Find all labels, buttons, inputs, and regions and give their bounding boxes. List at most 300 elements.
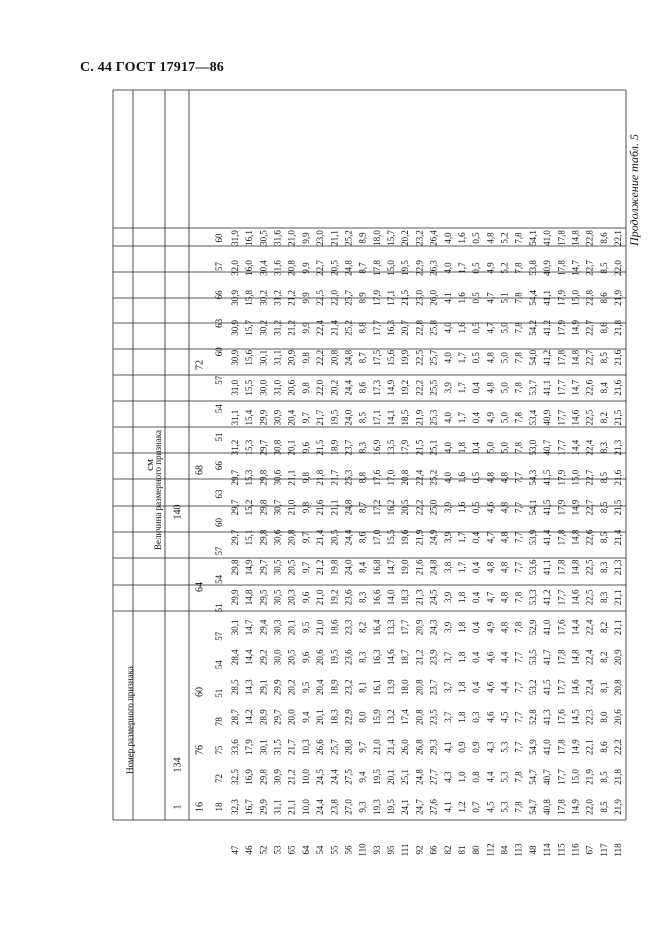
- cell-116-20: 14,8: [570, 230, 581, 246]
- row-feature-92: 92: [414, 845, 425, 855]
- cell-117-13: 8,3: [598, 442, 609, 454]
- cell-66-5: 23,7: [428, 679, 439, 696]
- cell-115-5: 17,7: [556, 679, 567, 696]
- cell-112-16: 4,8: [485, 352, 496, 364]
- cell-93-12: 17,6: [371, 469, 382, 486]
- cell-46-4: 14,2: [244, 709, 255, 726]
- cell-47-7: 30,1: [230, 619, 240, 636]
- cell-67-12: 22,7: [584, 469, 595, 486]
- cell-55-19: 20,5: [329, 260, 340, 276]
- cell-66-10: 24,9: [428, 529, 439, 546]
- cell-93-3: 21,0: [371, 739, 382, 755]
- cell-46-10: 15,1: [244, 529, 255, 546]
- cell-56-20: 25,2: [343, 230, 354, 246]
- cell-81-14: 1,7: [456, 412, 467, 424]
- cell-114-7: 41,0: [542, 619, 553, 636]
- cell-66-19: 26,3: [428, 260, 439, 276]
- cell-84-3: 5,3: [499, 741, 510, 753]
- cell-46-3: 17,9: [244, 739, 255, 755]
- cell-47-1: 32,3: [230, 799, 240, 815]
- cell-111-18: 21,5: [400, 290, 411, 306]
- cell-92-16: 22,5: [414, 349, 425, 366]
- cell-111-3: 26,0: [400, 739, 411, 755]
- cell-116-3: 14,9: [570, 739, 581, 755]
- cell-112-6: 4,6: [485, 651, 496, 663]
- cell-56-10: 24,4: [343, 529, 354, 546]
- cell-110-12: 8,8: [357, 471, 368, 484]
- cell-65-10: 20,8: [286, 529, 297, 546]
- cell-81-18: 1,6: [456, 292, 467, 304]
- cell-112-9: 4,8: [485, 561, 496, 574]
- row-feature-118: 118: [613, 843, 623, 857]
- cell-115-17: 17,9: [556, 319, 567, 336]
- cell-114-14: 40,9: [542, 409, 553, 426]
- cell-84-16: 5,0: [499, 352, 510, 364]
- cell-82-12: 4,0: [442, 471, 453, 484]
- cell-64-14: 9,7: [300, 412, 311, 424]
- cell-67-14: 22,5: [584, 409, 595, 426]
- cell-113-17: 7,8: [513, 322, 524, 334]
- cell-80-16: 0,5: [471, 352, 482, 364]
- cell-113-2: 7,8: [513, 771, 524, 783]
- cell-93-15: 17,3: [371, 379, 382, 396]
- cell-110-1: 9,3: [357, 801, 368, 813]
- leaf-code-16: 60: [214, 347, 224, 357]
- cell-81-12: 1,6: [456, 471, 467, 484]
- cell-54-1: 24,4: [315, 799, 326, 815]
- cell-95-4: 13,2: [386, 709, 397, 726]
- cell-93-18: 17,9: [371, 290, 382, 306]
- cell-53-3: 31,5: [272, 739, 283, 755]
- cell-110-11: 8,7: [357, 501, 368, 514]
- cell-46-20: 16,1: [244, 230, 255, 246]
- cell-82-13: 4,0: [442, 442, 453, 454]
- cell-53-15: 31,0: [272, 379, 283, 396]
- cell-53-11: 30,7: [272, 499, 283, 516]
- cell-64-15: 9,8: [300, 382, 311, 394]
- cell-118-17: 21,8: [613, 319, 623, 336]
- cell-48-4: 52,8: [527, 709, 538, 726]
- cell-66-20: 26,4: [428, 230, 439, 246]
- cell-66-18: 26,0: [428, 290, 439, 306]
- cell-111-12: 20,8: [400, 469, 411, 486]
- cell-82-11: 3,9: [442, 501, 453, 514]
- cell-67-19: 22,7: [584, 260, 595, 276]
- cell-64-17: 9,9: [300, 322, 311, 334]
- cell-64-8: 9,6: [300, 591, 311, 603]
- cell-84-1: 5,3: [499, 801, 510, 813]
- cell-65-5: 20,2: [286, 679, 297, 696]
- cell-114-20: 41,0: [542, 230, 553, 246]
- cell-116-10: 14,8: [570, 529, 581, 546]
- cell-110-6: 8,3: [357, 651, 368, 663]
- cell-95-15: 14,9: [386, 379, 397, 396]
- cell-115-8: 17,7: [556, 589, 567, 606]
- cell-110-15: 8,6: [357, 382, 368, 394]
- cell-117-9: 8,3: [598, 561, 609, 574]
- leaf-code-13: 51: [214, 432, 224, 442]
- cell-67-15: 22,6: [584, 379, 595, 396]
- cell-117-20: 8,6: [598, 232, 609, 244]
- row-feature-81: 81: [456, 845, 467, 855]
- cell-56-6: 23,6: [343, 649, 354, 666]
- cell-52-6: 29,2: [258, 649, 269, 666]
- cell-56-15: 24,4: [343, 379, 354, 396]
- cell-52-18: 30,2: [258, 290, 269, 306]
- cell-111-15: 19,2: [400, 379, 411, 396]
- cell-46-6: 14,4: [244, 649, 255, 666]
- cell-55-8: 19,2: [329, 589, 340, 606]
- cell-114-3: 41,0: [542, 739, 553, 755]
- leaf-code-0: 18: [214, 802, 224, 812]
- cell-80-20: 0,5: [471, 232, 482, 244]
- cell-80-12: 0,5: [471, 471, 482, 484]
- cell-111-19: 19,5: [400, 260, 411, 276]
- leaf-code-17: 63: [214, 318, 224, 328]
- cell-110-2: 9,4: [357, 771, 368, 783]
- cell-53-17: 31,2: [272, 319, 283, 336]
- cell-81-13: 1,8: [456, 442, 467, 454]
- cell-92-2: 24,8: [414, 769, 425, 785]
- cell-55-9: 19,8: [329, 559, 340, 576]
- cell-48-20: 54,1: [527, 230, 538, 246]
- cell-95-2: 20,1: [386, 769, 397, 785]
- cell-114-18: 41,1: [542, 290, 553, 306]
- row-feature-117: 117: [598, 843, 609, 857]
- cell-95-13: 13,5: [386, 439, 397, 456]
- cell-46-5: 14,3: [244, 679, 255, 696]
- cell-112-14: 4,9: [485, 412, 496, 424]
- mid-code-0: 16: [194, 802, 206, 812]
- cell-48-14: 53,4: [527, 409, 538, 426]
- cell-95-19: 15,0: [386, 260, 397, 276]
- row-feature-116: 116: [570, 843, 581, 857]
- cell-93-16: 17,5: [371, 349, 382, 366]
- cell-47-9: 29,8: [230, 559, 240, 576]
- cell-113-16: 7,8: [513, 352, 524, 364]
- cell-81-19: 1,7: [456, 262, 467, 274]
- cell-93-9: 16,8: [371, 559, 382, 576]
- cell-67-17: 22,7: [584, 319, 595, 336]
- cell-110-5: 8,1: [357, 681, 368, 693]
- cell-93-17: 17,7: [371, 319, 382, 336]
- cell-113-4: 7,7: [513, 711, 524, 723]
- cell-112-2: 4,4: [485, 771, 496, 783]
- cell-47-19: 32,0: [230, 260, 240, 276]
- cell-114-11: 41,5: [542, 499, 553, 516]
- cell-111-5: 18,0: [400, 679, 411, 696]
- cell-118-13: 21,3: [613, 439, 623, 456]
- cell-115-18: 17,9: [556, 290, 567, 306]
- cell-54-9: 21,2: [315, 559, 326, 576]
- cell-110-20: 8,9: [357, 232, 368, 244]
- cell-112-20: 4,8: [485, 232, 496, 244]
- cell-117-19: 8,5: [598, 262, 609, 274]
- cell-114-15: 41,1: [542, 379, 553, 396]
- cell-82-2: 4,3: [442, 771, 453, 783]
- cell-53-13: 30,8: [272, 439, 283, 456]
- cell-84-17: 5,0: [499, 322, 510, 334]
- cell-113-19: 7,8: [513, 262, 524, 274]
- cell-117-15: 8,4: [598, 382, 609, 394]
- cell-111-16: 19,9: [400, 349, 411, 366]
- cell-67-11: 22,7: [584, 499, 595, 516]
- cell-46-14: 15,4: [244, 409, 255, 426]
- cell-112-5: 4,6: [485, 681, 496, 693]
- cell-84-2: 5,3: [499, 771, 510, 783]
- cell-115-7: 17,6: [556, 619, 567, 636]
- cell-56-3: 28,8: [343, 739, 354, 755]
- row-feature-47: 47: [230, 845, 240, 855]
- cell-82-4: 3,7: [442, 711, 453, 723]
- cell-54-6: 20,6: [315, 649, 326, 666]
- cell-64-12: 9,8: [300, 471, 311, 484]
- cell-46-17: 15,7: [244, 319, 255, 336]
- cell-52-4: 28,9: [258, 709, 269, 726]
- cell-118-19: 22,0: [613, 260, 623, 276]
- row-feature-84: 84: [499, 845, 510, 855]
- cell-46-12: 15,3: [244, 469, 255, 486]
- cell-116-16: 14,8: [570, 349, 581, 366]
- cell-84-9: 4,8: [499, 561, 510, 574]
- cell-84-7: 4,8: [499, 621, 510, 633]
- cell-65-4: 20,0: [286, 709, 297, 726]
- cell-112-1: 4,5: [485, 801, 496, 813]
- cell-118-12: 21,6: [613, 469, 623, 486]
- cell-56-11: 24,8: [343, 499, 354, 516]
- cell-111-2: 25,1: [400, 769, 411, 785]
- cell-54-4: 20,1: [315, 709, 326, 726]
- cell-110-16: 8,7: [357, 352, 368, 364]
- cell-113-8: 7,8: [513, 591, 524, 603]
- cell-112-3: 4,3: [485, 741, 496, 753]
- cell-114-2: 40,7: [542, 769, 553, 785]
- cell-52-5: 29,1: [258, 679, 269, 696]
- cell-116-17: 14,9: [570, 319, 581, 336]
- cell-113-12: 7,7: [513, 471, 524, 484]
- cell-47-16: 30,9: [230, 349, 240, 366]
- cell-111-6: 18,7: [400, 649, 411, 666]
- cell-80-7: 0,4: [471, 621, 482, 633]
- cell-113-5: 7,7: [513, 681, 524, 693]
- cell-115-3: 17,8: [556, 739, 567, 755]
- cell-84-13: 5,0: [499, 442, 510, 454]
- cell-65-19: 20,8: [286, 260, 297, 276]
- cell-82-3: 4,1: [442, 741, 453, 753]
- cell-116-1: 14,9: [570, 799, 581, 815]
- cell-93-11: 17,2: [371, 499, 382, 516]
- cell-67-1: 22,0: [584, 799, 595, 815]
- cell-115-15: 17,7: [556, 379, 567, 396]
- cell-56-14: 24,0: [343, 409, 354, 426]
- cell-53-7: 30,3: [272, 619, 283, 636]
- cell-55-13: 18,9: [329, 439, 340, 456]
- cell-54-13: 21,5: [315, 439, 326, 456]
- cell-80-15: 0,4: [471, 382, 482, 394]
- cell-117-16: 8,5: [598, 352, 609, 364]
- cell-55-4: 18,3: [329, 709, 340, 726]
- cell-93-20: 18,0: [371, 230, 382, 246]
- cell-82-1: 4,1: [442, 801, 453, 813]
- cell-93-7: 16,4: [371, 619, 382, 636]
- cell-115-13: 17,7: [556, 439, 567, 456]
- cell-65-2: 21,2: [286, 769, 297, 785]
- cell-47-15: 31,0: [230, 379, 240, 396]
- cell-92-6: 21,2: [414, 649, 425, 666]
- cell-81-3: 0,9: [456, 741, 467, 753]
- cell-81-6: 1,8: [456, 651, 467, 663]
- cell-114-17: 41,2: [542, 319, 553, 336]
- row-feature-66: 66: [428, 845, 439, 855]
- cell-113-6: 7,7: [513, 651, 524, 663]
- cell-112-4: 4,6: [485, 711, 496, 723]
- cell-92-11: 22,2: [414, 499, 425, 516]
- cell-118-11: 21,5: [613, 499, 623, 516]
- cell-65-11: 21,0: [286, 499, 297, 516]
- cell-112-7: 4,9: [485, 621, 496, 633]
- cell-113-14: 7,8: [513, 412, 524, 424]
- cell-84-15: 5,0: [499, 382, 510, 394]
- cell-46-18: 15,8: [244, 290, 255, 306]
- cell-65-7: 20,1: [286, 619, 297, 636]
- cell-52-20: 30,5: [258, 230, 269, 246]
- cell-118-4: 20,6: [613, 709, 623, 726]
- cell-113-1: 7,8: [513, 801, 524, 813]
- cell-93-8: 16,6: [371, 589, 382, 606]
- cell-81-16: 1,7: [456, 352, 467, 364]
- cell-56-17: 25,2: [343, 319, 354, 336]
- cell-118-3: 22,2: [613, 739, 623, 755]
- row-feature-110: 110: [357, 843, 368, 857]
- cell-111-7: 17,7: [400, 619, 411, 636]
- cell-53-14: 30,9: [272, 409, 283, 426]
- cell-93-5: 16,1: [371, 679, 382, 696]
- cell-111-13: 17,9: [400, 439, 411, 456]
- cell-56-4: 22,9: [343, 709, 354, 726]
- cell-52-9: 29,7: [258, 559, 269, 576]
- leaf-code-9: 57: [214, 546, 224, 556]
- cell-118-15: 21,6: [613, 379, 623, 396]
- cell-116-6: 14,8: [570, 649, 581, 666]
- cell-116-12: 15,0: [570, 469, 581, 486]
- leaf-code-2: 75: [214, 745, 224, 755]
- cell-81-1: 1,2: [456, 801, 467, 813]
- leaf-code-5: 54: [214, 660, 224, 670]
- cell-64-6: 9,6: [300, 651, 311, 663]
- cell-92-14: 21,9: [414, 409, 425, 426]
- leaf-code-15: 57: [214, 375, 224, 385]
- cell-54-20: 23,0: [315, 230, 326, 246]
- cell-52-12: 29,8: [258, 469, 269, 486]
- cell-65-3: 21,7: [286, 739, 297, 755]
- cell-95-6: 14,6: [386, 649, 397, 666]
- cell-114-16: 41,2: [542, 349, 553, 366]
- cell-110-18: 8,9: [357, 292, 368, 304]
- cell-54-19: 22,7: [315, 260, 326, 276]
- cell-56-18: 25,7: [343, 290, 354, 306]
- cell-112-19: 4,9: [485, 262, 496, 274]
- row-feature-80: 80: [471, 845, 482, 855]
- cell-46-7: 14,7: [244, 619, 255, 636]
- cell-46-11: 15,2: [244, 499, 255, 516]
- cell-80-10: 0,4: [471, 531, 482, 544]
- cell-55-7: 18,6: [329, 619, 340, 636]
- cell-115-16: 17,8: [556, 349, 567, 366]
- cell-54-5: 20,4: [315, 679, 326, 696]
- cell-80-18: 0,5: [471, 292, 482, 304]
- cell-118-2: 21,8: [613, 769, 623, 785]
- cell-52-15: 30,0: [258, 379, 269, 396]
- row-feature-46: 46: [244, 845, 255, 855]
- cell-56-8: 23,6: [343, 589, 354, 606]
- cell-47-17: 30,9: [230, 319, 240, 336]
- cell-66-17: 25,8: [428, 319, 439, 336]
- cell-115-19: 17,8: [556, 260, 567, 276]
- cell-118-16: 21,6: [613, 349, 623, 366]
- cell-117-12: 8,5: [598, 471, 609, 484]
- feature-number-header: Номер размерного признака: [125, 666, 135, 774]
- cell-117-18: 8,6: [598, 292, 609, 304]
- cell-65-6: 20,5: [286, 649, 297, 666]
- cell-55-16: 20,8: [329, 349, 340, 366]
- cell-111-17: 20,7: [400, 319, 411, 336]
- cell-112-8: 4,7: [485, 591, 496, 603]
- cell-95-14: 14,1: [386, 409, 397, 426]
- cell-47-12: 29,7: [230, 469, 240, 486]
- cell-84-4: 4,5: [499, 711, 510, 723]
- cell-64-7: 9,5: [300, 621, 311, 633]
- cell-95-1: 19,5: [386, 799, 397, 815]
- cell-46-16: 15,6: [244, 349, 255, 366]
- cell-113-15: 7,8: [513, 382, 524, 394]
- cell-95-20: 15,7: [386, 230, 397, 246]
- cell-81-4: 1,8: [456, 711, 467, 723]
- cell-81-15: 1,7: [456, 382, 467, 394]
- cell-54-12: 21,8: [315, 469, 326, 486]
- cell-92-3: 26,8: [414, 739, 425, 755]
- cell-80-3: 0,9: [471, 741, 482, 753]
- cell-114-19: 40,9: [542, 260, 553, 276]
- cell-112-10: 4,7: [485, 531, 496, 544]
- cell-114-5: 41,5: [542, 679, 553, 696]
- cell-110-3: 9,7: [357, 741, 368, 753]
- cell-80-13: 0,4: [471, 442, 482, 454]
- cell-92-15: 22,2: [414, 379, 425, 396]
- cell-80-19: 0,5: [471, 262, 482, 274]
- cell-67-20: 22,8: [584, 230, 595, 246]
- cell-53-19: 31,6: [272, 260, 283, 276]
- cell-47-4: 28,7: [230, 709, 240, 726]
- cell-92-20: 23,2: [414, 230, 425, 246]
- cell-53-12: 30,6: [272, 469, 283, 486]
- cell-65-8: 20,3: [286, 589, 297, 606]
- cell-92-7: 20,9: [414, 619, 425, 636]
- cell-84-19: 5,2: [499, 262, 510, 274]
- cell-48-2: 54,7: [527, 769, 538, 785]
- cell-48-7: 52,9: [527, 619, 538, 636]
- cell-115-10: 17,8: [556, 529, 567, 546]
- cell-92-19: 22,9: [414, 260, 425, 276]
- cell-112-15: 4,8: [485, 382, 496, 394]
- cell-112-17: 4,7: [485, 322, 496, 334]
- cell-93-6: 16,3: [371, 649, 382, 666]
- cell-81-10: 1,7: [456, 531, 467, 544]
- cell-93-13: 16,9: [371, 439, 382, 456]
- cell-117-5: 8,1: [598, 681, 609, 693]
- cell-53-5: 29,9: [272, 679, 283, 696]
- cell-66-2: 27,7: [428, 769, 439, 785]
- cell-117-8: 8,3: [598, 591, 609, 603]
